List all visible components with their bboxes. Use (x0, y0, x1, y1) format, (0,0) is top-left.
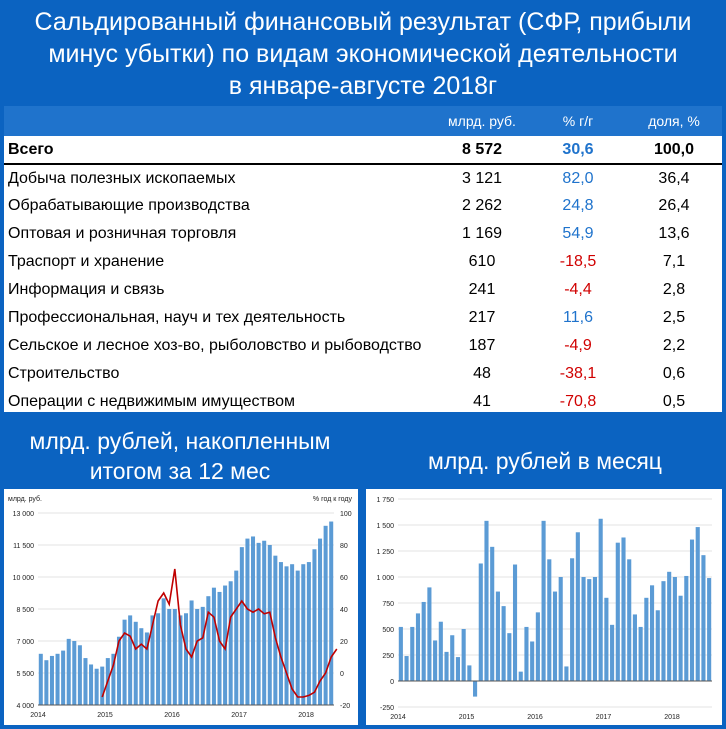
bar (524, 627, 528, 681)
bar (134, 622, 138, 705)
bar (667, 572, 671, 681)
y-tick-label: 1 000 (376, 575, 394, 582)
bar (616, 543, 620, 681)
header-value: млрд. руб. (448, 113, 516, 129)
x-tick-label: 2018 (298, 712, 314, 719)
y2-tick-label: 0 (340, 671, 344, 678)
bar (684, 576, 688, 681)
page-title (0, 0, 726, 104)
row-value: 241 (468, 281, 496, 298)
row-name: Добыча полезных ископаемых (8, 169, 236, 187)
y2-tick-label: 60 (340, 575, 348, 582)
bar (673, 577, 677, 681)
bar (245, 539, 249, 705)
bar (285, 566, 289, 705)
total-name: Всего (4, 136, 434, 164)
bar (701, 555, 705, 681)
bar (95, 669, 99, 705)
row-share: 2,8 (662, 281, 686, 298)
bar (513, 565, 517, 681)
total-share: 100,0 (626, 136, 722, 164)
table-row (4, 304, 722, 332)
right-chart-header: млрд. рублей в месяц (428, 448, 662, 474)
y-tick-label: 10 000 (12, 575, 34, 582)
row-name: Траспорт и хранение (8, 253, 165, 270)
row-value: 48 (473, 365, 491, 382)
bar (576, 532, 580, 681)
row-value: 610 (468, 253, 496, 270)
bar (72, 641, 76, 705)
row-yoy: 54,9 (562, 225, 594, 242)
table-row (4, 332, 722, 360)
bar (564, 666, 568, 681)
bar (301, 564, 305, 705)
bar (581, 577, 585, 681)
y-tick-label: 4 000 (16, 703, 34, 710)
header-share: доля, % (648, 113, 700, 129)
y-tick-label: 1 500 (376, 523, 394, 530)
bar (610, 625, 614, 681)
row-share: 0,5 (662, 393, 686, 410)
cumulative-chart (4, 489, 358, 725)
bar (56, 654, 60, 705)
bar (229, 581, 233, 705)
results-table-panel (4, 106, 722, 412)
bar (279, 562, 283, 705)
bar (450, 635, 454, 681)
bar (67, 639, 71, 705)
bar (490, 547, 494, 681)
bar (559, 577, 563, 681)
bar (633, 614, 637, 681)
bar (405, 656, 409, 681)
table-row-total (4, 136, 722, 164)
bar (156, 613, 160, 705)
bar (479, 563, 483, 681)
monthly-chart-panel (366, 489, 722, 725)
bar (240, 547, 244, 705)
bar (329, 522, 333, 705)
table-row (4, 388, 722, 416)
row-share: 0,6 (662, 365, 686, 382)
bar (167, 609, 171, 705)
y-tick-label: 13 000 (12, 511, 34, 518)
bar (39, 654, 43, 705)
bar (257, 543, 261, 705)
row-name: Операции с недвижимым имуществом (8, 393, 296, 410)
left-header-line-1: млрд. рублей, накопленным (29, 428, 331, 454)
bar (422, 602, 426, 681)
y2-axis-title: % год к году (312, 496, 352, 503)
y-tick-label: -250 (379, 705, 394, 712)
bar (444, 652, 448, 681)
table-row (4, 276, 722, 304)
bar (656, 610, 660, 681)
bar (416, 613, 420, 681)
table-row (4, 164, 722, 192)
row-name: Сельское и лесное хоз-во, рыболовство и рыбоводство (8, 337, 422, 354)
bar (410, 627, 414, 681)
bar (570, 558, 574, 681)
row-value: 217 (468, 309, 496, 326)
bar (639, 627, 643, 681)
bar (530, 641, 534, 681)
bar (644, 598, 648, 681)
row-yoy: -38,1 (559, 365, 597, 382)
bar (234, 571, 238, 705)
y-tick-label: 500 (382, 627, 394, 634)
bar (696, 527, 700, 681)
bar (162, 598, 166, 705)
bar (433, 640, 437, 681)
bar (195, 609, 199, 705)
row-share: 2,2 (662, 337, 686, 354)
row-yoy: -70,8 (559, 393, 597, 410)
bar (78, 645, 82, 705)
bar (61, 651, 65, 705)
x-tick-label: 2016 (164, 712, 180, 719)
x-tick-label: 2014 (30, 712, 46, 719)
row-share: 7,1 (662, 253, 686, 270)
row-value: 3 121 (461, 169, 503, 187)
bar (217, 592, 221, 705)
title-line-1: Сальдированный финансовый результат (СФР, прибыли (34, 8, 692, 36)
bar (542, 521, 546, 681)
bar (251, 536, 255, 705)
row-yoy: 82,0 (562, 169, 594, 187)
bar (307, 562, 311, 705)
bar (462, 629, 466, 681)
y-tick-label: 11 500 (13, 543, 34, 550)
header-name (4, 106, 434, 136)
left-header-line-2: итогом за 12 мес (89, 458, 271, 484)
bar (212, 588, 216, 705)
bar (484, 521, 488, 681)
bar (690, 540, 694, 681)
bar (496, 592, 500, 681)
row-yoy: -18,5 (559, 253, 597, 270)
bar (650, 585, 654, 681)
table-row (4, 248, 722, 276)
bar (312, 549, 316, 705)
y2-tick-label: 80 (340, 543, 348, 550)
bar (50, 656, 54, 705)
y2-tick-label: 40 (340, 607, 348, 614)
row-value: 187 (468, 337, 496, 354)
y-tick-label: 250 (382, 653, 394, 660)
title-line-2: минус убытки) по видам экономической деятельности (48, 40, 678, 68)
bar (627, 559, 631, 681)
results-table (4, 106, 722, 416)
table-row (4, 192, 722, 220)
bar (621, 537, 625, 681)
table-row (4, 220, 722, 248)
row-share: 13,6 (658, 225, 690, 242)
y-tick-label: 5 500 (16, 671, 34, 678)
bar (536, 612, 540, 681)
y-tick-label: 0 (390, 679, 394, 686)
row-share: 26,4 (658, 197, 690, 214)
y-axis-title: млрд. руб. (8, 496, 42, 503)
total-yoy: 30,6 (530, 136, 626, 164)
y2-tick-label: 20 (340, 639, 348, 646)
bar (296, 571, 300, 705)
x-tick-label: 2017 (231, 712, 247, 719)
x-tick-label: 2015 (458, 714, 475, 721)
y2-tick-label: -20 (340, 703, 351, 710)
x-tick-label: 2016 (527, 714, 543, 721)
bar (456, 657, 460, 681)
row-name: Профессиональная, науч и тех деятельность (8, 309, 346, 326)
row-share: 36,4 (658, 169, 690, 187)
bar (661, 581, 665, 681)
bar (262, 541, 266, 705)
bar (467, 665, 471, 681)
bar (268, 545, 272, 705)
bar (83, 658, 87, 705)
bar (427, 587, 431, 681)
bar (128, 615, 132, 705)
row-yoy: -4,9 (564, 337, 592, 354)
bar (519, 672, 523, 681)
y-tick-label: 1 250 (376, 549, 394, 556)
bar (587, 579, 591, 681)
bar (139, 628, 143, 705)
bar (502, 606, 506, 681)
row-share: 2,5 (662, 309, 686, 326)
bar (679, 596, 683, 681)
table-header-row (4, 106, 722, 136)
y-tick-label: 1 750 (376, 497, 394, 504)
bar (599, 519, 603, 681)
bar (707, 578, 711, 681)
header-yoy: % г/г (562, 113, 594, 129)
monthly-chart (366, 489, 722, 725)
row-yoy: 24,8 (562, 197, 594, 214)
cumulative-chart-panel (4, 489, 358, 725)
bar (507, 633, 511, 681)
x-tick-label: 2014 (390, 714, 406, 721)
bar (324, 526, 328, 705)
bar (184, 613, 188, 705)
x-tick-label: 2015 (97, 712, 113, 719)
x-tick-label: 2017 (595, 714, 612, 721)
row-name: Обрабатывающие производства (8, 197, 250, 214)
row-name: Оптовая и розничная торговля (8, 225, 237, 242)
row-yoy: -4,4 (564, 281, 592, 298)
y2-tick-label: 100 (340, 511, 352, 518)
bar (439, 622, 443, 681)
bar (44, 660, 48, 705)
row-value: 1 169 (461, 225, 503, 242)
bar (201, 607, 205, 705)
row-name: Строительство (8, 365, 120, 382)
table-row (4, 360, 722, 388)
bar (173, 609, 177, 705)
bar (604, 598, 608, 681)
bar (547, 559, 551, 681)
y-tick-label: 750 (382, 601, 394, 608)
bar (473, 681, 477, 697)
title-line-3: в январе-августе 2018г (228, 72, 498, 100)
bar (100, 667, 104, 705)
row-name: Информация и связь (8, 281, 165, 298)
total-value: 8 572 (434, 136, 530, 164)
bar (89, 664, 93, 705)
bar (399, 627, 403, 681)
bar (553, 592, 557, 681)
row-value: 41 (473, 393, 491, 410)
left-chart-header (0, 426, 360, 486)
y-tick-label: 7 000 (16, 639, 34, 646)
row-yoy: 11,6 (563, 309, 593, 326)
bar (593, 577, 597, 681)
row-value: 2 262 (461, 197, 503, 214)
x-tick-label: 2018 (664, 714, 680, 721)
y-tick-label: 8 500 (16, 607, 34, 614)
